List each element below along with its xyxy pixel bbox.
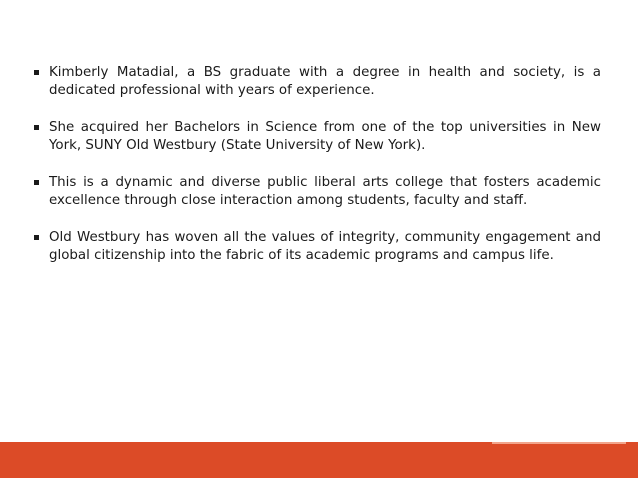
- bullet-text: Old Westbury has woven all the values of integrity, community engagement and global citizenship into the fabric of its academic programs and campus life.: [49, 230, 601, 263]
- square-bullet-icon: [34, 180, 39, 185]
- bullet-item: [34, 229, 601, 265]
- footer-accent-line: [492, 442, 626, 444]
- bullet-text: Kimberly Matadial, a BS graduate with a degree in health and society, is a dedicated professional with years of experience.: [49, 65, 601, 98]
- bullet-text: This is a dynamic and diverse public liberal arts college that fosters academic excellence through close interaction among students, faculty and staff.: [49, 175, 601, 208]
- square-bullet-icon: [34, 235, 39, 240]
- bullet-item: [34, 119, 601, 155]
- bullet-text: She acquired her Bachelors in Science from one of the top universities in New York, SUNY Old Westbury (State University of New York).: [49, 120, 601, 153]
- bullet-item: [34, 64, 601, 100]
- square-bullet-icon: [34, 125, 39, 130]
- footer-accent-bar: [0, 442, 638, 478]
- bullet-list: [34, 64, 601, 284]
- square-bullet-icon: [34, 70, 39, 75]
- bullet-item: [34, 174, 601, 210]
